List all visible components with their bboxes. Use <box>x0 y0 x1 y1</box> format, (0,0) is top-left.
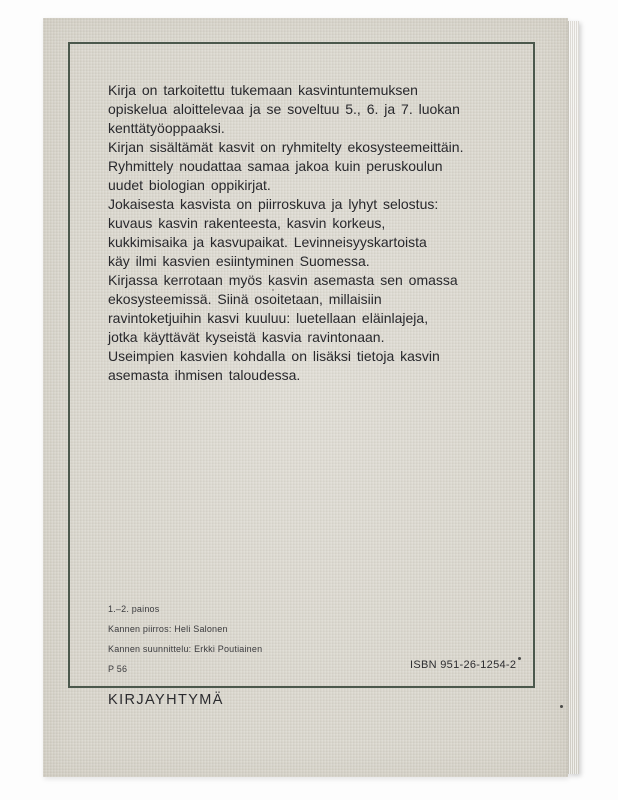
dust-speck <box>272 289 274 291</box>
blurb-line: ravintoketjuihin kasvi kuuluu: luetellaan eläinlajeja, <box>108 310 429 326</box>
blurb-line: uudet biologian oppikirjat. <box>108 177 271 193</box>
blurb-line: Kirja on tarkoitettu tukemaan kasvintuntemuksen <box>108 82 418 98</box>
cover-paper <box>43 18 568 777</box>
colophon-block <box>108 599 262 679</box>
book-back-cover <box>43 18 578 777</box>
blurb-line: ekosysteemissä. Siinä osoitetaan, millaisiin <box>108 291 382 307</box>
blurb-line: Kirjan sisältämät kasvit on ryhmitelty ekosysteemeittäin. <box>108 139 464 155</box>
blurb-line: jotka käyttävät kyseistä kasvia ravintonaan. <box>108 329 385 345</box>
blurb-text-block <box>108 81 518 385</box>
blurb-line: Jokaisesta kasvista on piirroskuva ja lyhyt selostus: <box>108 196 439 212</box>
blurb-line: kukkimisaika ja kasvupaikat. Levinneisyyskartoista <box>108 234 427 250</box>
blurb-line: kenttätyöoppaaksi. <box>108 120 225 136</box>
blurb-line: käy ilmi kasvien esiintyminen Suomessa. <box>108 253 370 269</box>
blurb-line: opiskelua aloittelevaa ja se soveltuu 5., 6. ja 7. luokan <box>108 101 460 117</box>
page-block-edge <box>568 21 579 774</box>
dust-speck <box>518 657 521 660</box>
dust-speck <box>560 705 563 708</box>
print-code: P 56 <box>108 664 128 674</box>
isbn-number: ISBN 951-26-1254-2 <box>410 659 517 671</box>
edition-note: 1.–2. painos <box>108 604 160 614</box>
cover-illustration-credit: Kannen piirros: Heli Salonen <box>108 624 228 634</box>
blurb-line: Useimpien kasvien kohdalla on lisäksi tietoja kasvin <box>108 348 440 364</box>
blurb-line: Ryhmittely noudattaa samaa jakoa kuin peruskoulun <box>108 158 443 174</box>
blurb-line: asemasta ihmisen taloudessa. <box>108 367 301 383</box>
blurb-line: Kirjassa kerrotaan myös kasvin asemasta sen omassa <box>108 272 458 288</box>
cover-design-credit: Kannen suunnittelu: Erkki Poutiainen <box>108 644 263 654</box>
publisher-name: KIRJAYHTYMÄ <box>108 692 224 708</box>
blurb-line: kuvaus kasvin rakenteesta, kasvin korkeus, <box>108 215 386 231</box>
